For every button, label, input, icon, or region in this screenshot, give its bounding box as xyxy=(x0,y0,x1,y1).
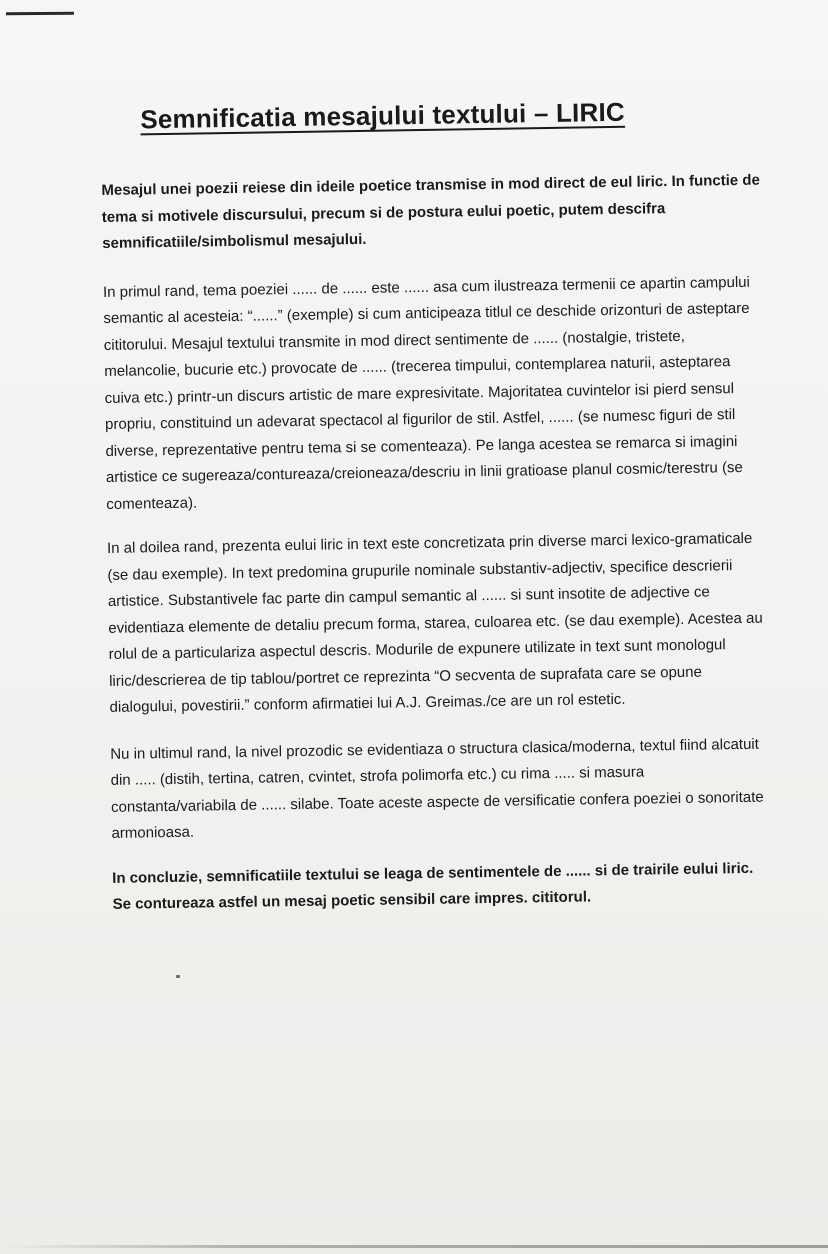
paragraph-lyric-self: In al doilea rand, prezenta eului liric in text este concretizata prin diverse marci lexico-gramaticale (se dau exemple). In text predomina grupurile nominale substantiv-adjectiv, specifice descrierii artistice. Substantivele fac parte din campul semantic al ...... si sunt insotite de adjective ce evidentiaza elemente de detaliu precum forma, starea, culoarea etc. (se dau exemple). Acestea au rolul de a particulariza aspectul descris. Modurile de expunere utilizate in text sunt monologul liric/descrierea de tip tablou/portret ce reprezinta “O secventa de suprafata care se opune dialogului, povestirii.” conform afirmatiei lui A.J. Greimas./ce are un rol estetic. xyxy=(106,529,763,716)
page-bottom-edge xyxy=(0,1245,828,1248)
intro-paragraph: Mesajul unei poezii reiese din ideile poetice transmise in mod direct de eul liric. In functie de tema si motivele discursului, precum si de postura eului poetic, putem descifra semnificatiile/simbolismul mesajului. xyxy=(101,171,760,252)
paragraph-prosody: Nu in ultimul rand, la nivel prozodic se evidentiaza o structura clasica/moderna, textul fiind alcatuit din ..... (distih, tertina, catren, cvintet, strofa polimorfa etc.) cu rima ..... si masura constanta/variabila de ...... silabe. Toate aceste aspecte de versificatie confera poeziei o sonoritate armonioasa. xyxy=(110,735,764,842)
paragraph-theme: In primul rand, tema poeziei ...... de ...... este ...... asa cum ilustreaza termenii ce apartin campului semantic al acesteia: “......” (exemple) si cum anticipeaza titlul ce deschide orizonturi de asteptare cititorului. Mesajul textului transmite in mod direct sentimente de ...... (nostalgie, tristete, melancolie, bucurie etc.) provocate de ...... (trecerea timpului, contemplarea naturii, asteptarea cuiva etc.) printr-un discurs artistic de mare expresivitate. Majoritatea cuvintelor isi pierd sensul propriu, constituind un adevarat spectacol al figurilor de stil. Astfel, ...... (se numesc figuri de stil diverse, reprezentative pentru tema si se comenteaza). Pe langa acestea se remarca si imagini artistice ce sugereaza/contureaza/creioneaza/descriu in linii gratioase planul cosmic/terestru (se comenteaza). xyxy=(102,273,751,513)
scan-speck xyxy=(176,975,180,978)
page-title: Semnificatia mesajului textului – LIRIC xyxy=(140,96,626,135)
conclusion-paragraph: In concluzie, semnificatiile textului se leaga de sentimentele de ...... si de trairile eului liric. Se contureaza astfel un mesaj poetic sensibil care impres. cititorul. xyxy=(112,859,754,913)
document-body xyxy=(100,90,773,919)
corner-pen-mark xyxy=(6,12,74,16)
